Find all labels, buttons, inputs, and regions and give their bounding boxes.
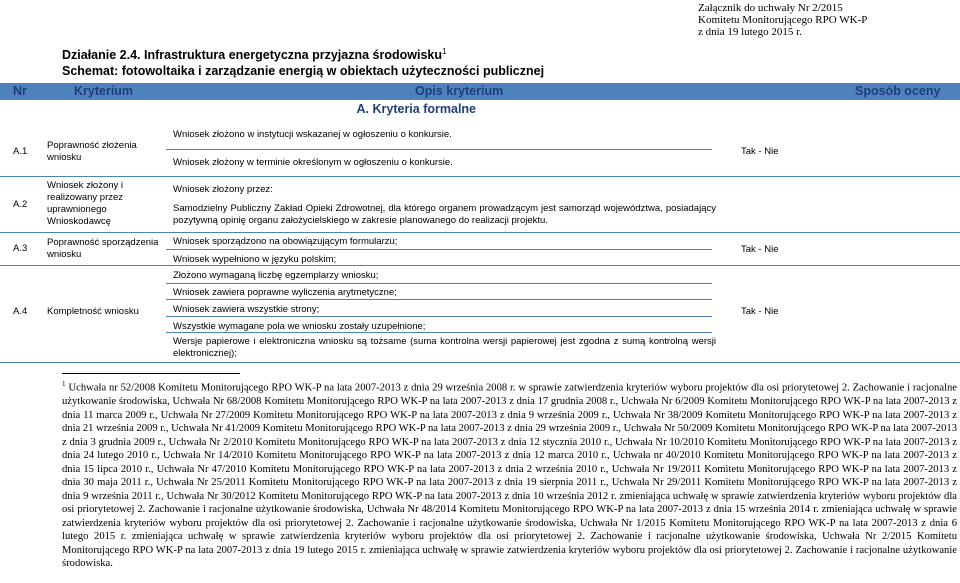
row-a1-item-2: Wniosek złożony w terminie określonym w ogłoszeniu o konkursie. bbox=[173, 157, 453, 168]
row-a2-nr: A.2 bbox=[13, 199, 28, 210]
header-line-2: Komitetu Monitorującego RPO WK-P bbox=[698, 14, 868, 26]
row-a4-criterion: Kompletność wniosku bbox=[47, 306, 139, 317]
row-a2-item-2: Samodzielny Publiczny Zakład Opieki Zdrowotnej, dla którego organem prowadzącym jest samorząd województwa, posiadający pozytywną opinię organu założycielskiego w zakresie planowanego do realizacji projektu. bbox=[173, 203, 716, 226]
row-a4-ocena: Tak - Nie bbox=[741, 306, 779, 317]
divider bbox=[166, 332, 712, 333]
divider bbox=[0, 232, 960, 233]
column-header-sposob: Sposób oceny bbox=[855, 84, 941, 98]
row-a4-item-5: Wersje papierowe i elektroniczna wniosku są tożsame (suma kontrolna wersji papierowej jest zgodna z sumą kontrolną wersji elektronicznej); bbox=[173, 336, 716, 359]
header-line-1: Załącznik do uchwały Nr 2/2015 bbox=[698, 2, 843, 14]
divider bbox=[166, 283, 712, 284]
column-header-kryterium: Kryterium bbox=[74, 84, 134, 98]
row-a4-item-2: Wniosek zawiera poprawne wyliczenia arytmetyczne; bbox=[173, 287, 397, 298]
row-a4-nr: A.4 bbox=[13, 306, 28, 317]
row-a1-nr: A.1 bbox=[13, 146, 28, 157]
column-header-nr: Nr bbox=[13, 84, 27, 98]
section-heading bbox=[0, 100, 960, 116]
divider bbox=[0, 362, 960, 363]
title-text: Działanie 2.4. Infrastruktura energetyczna przyjazna środowisku bbox=[62, 48, 442, 63]
row-a2-criterion: Wniosek złożony i realizowany przez uprawnionego Wnioskodawcę bbox=[47, 180, 124, 227]
row-a3-nr: A.3 bbox=[13, 243, 28, 254]
document-subtitle: Schemat: fotowoltaika i zarządzanie energią w obiektach użyteczności publicznej bbox=[62, 64, 545, 78]
row-a3-criterion: Poprawność sporządzenia wniosku bbox=[47, 237, 159, 260]
row-a2-item-1: Wniosek złożony przez: bbox=[173, 184, 273, 195]
attachment-header bbox=[698, 2, 867, 38]
divider bbox=[166, 299, 712, 300]
divider bbox=[0, 265, 960, 266]
footnote bbox=[62, 378, 957, 571]
divider bbox=[166, 249, 712, 250]
title-footnote-ref: 1 bbox=[442, 47, 447, 56]
row-a3-item-2: Wniosek wypełniono w języku polskim; bbox=[173, 254, 337, 265]
row-a1-criterion: Poprawność złożenia wniosku bbox=[47, 140, 137, 163]
table-header-row bbox=[0, 83, 960, 100]
row-a3-item-1: Wniosek sporządzono na obowiązującym formularzu; bbox=[173, 236, 398, 247]
row-a4-item-1: Złożono wymaganą liczbę egzemplarzy wniosku; bbox=[173, 270, 379, 281]
footnote-ref: 1 bbox=[62, 380, 66, 388]
section-title: A. Kryteria formalne bbox=[356, 102, 476, 116]
divider bbox=[0, 176, 960, 177]
divider bbox=[166, 316, 712, 317]
footnote-separator bbox=[62, 373, 240, 374]
row-a3-ocena: Tak - Nie bbox=[741, 244, 779, 255]
row-a1-item-1: Wniosek złożono w instytucji wskazanej w ogłoszeniu o konkursie. bbox=[173, 129, 452, 140]
row-a1-ocena: Tak - Nie bbox=[741, 146, 779, 157]
footnote-text: Uchwała nr 52/2008 Komitetu Monitorującego RPO WK-P na lata 2007-2013 z dnia 29 września 2008 r. w sprawie zatwierdzenia kryteriów wyboru projektów dla osi priorytetowej 2. Zachowanie i racjonalne użytkowanie środowiska, Uchwała Nr 68/2008 Komitetu Monitorującego RPO WK-P na lata 2007-2013 z dnia 17 grudnia 2008 r., Uchwała Nr 6/2009 Komitetu Monitorującego RPO WK-P na lata 2007-2013 z dnia 11 marca 2009 r., Uchwała Nr 27/2009 Komitetu Monitorującego RPO WK-P na lata 2007-2013 z dnia 9 września 2009 r., Uchwała Nr 38/2009 Komitetu Monitorującego RPO WK-P na lata 2007-2013 z dnia 21 września 2009 r., Uchwała Nr 41/2009 Komitetu Monitorującego RPO WK-P na lata 2007-2013 z dnia 29 września 2009 r., Uchwała Nr 50/2009 Komitetu Monitorującego RPO WK-P na lata 2007-2013 z dnia 3 grudnia 2009 r., Uchwała Nr 2/2010 Komitetu Monitorującego RPO WK-P na lata 2007-2013 z dnia 12 stycznia 2010 r., Uchwała Nr 10/2010 Komitetu Monitorującego RPO WK-P na lata 2007-2013 z dnia 24 lutego 2010 r., Uchwała Nr 14/2010 Komitetu Monitorującego RPO WK-P na lata 2007-2013 z dnia 12 marca 2010 r., Uchwała nr 40/2010 Komitetu Monitorującego RPO WK-P na lata 2007-2013 z dnia 15 lipca 2010 r., Uchwała Nr 47/2010 Komitetu Monitorującego RPO WK-P na lata 2007-2013 z dnia 2 września 2010 r., Uchwała Nr 19/2011 Komitetu Monitorującego RPO WK-P na lata 2007-2013 z dnia 30 maja 2011 r., Uchwała Nr 25/2011 Komitetu Monitorującego RPO WK-P na lata 2007-2013 z dnia 19 sierpnia 2011 r., Uchwała Nr 29/2011 Komitetu Monitorującego RPO WK-P na lata 2007-2013 z dnia 9 września 2011 r., Uchwała Nr 30/2012 Komitetu Monitorującego RPO WK-P na lata 2007-2013 z dnia 10 września 2012 r. zmieniająca uchwałę w sprawie zatwierdzenia kryteriów wyboru projektów dla osi priorytetowej 2. Zachowanie i racjonalne użytkowanie środowiska, Uchwała Nr 48/2014 Komitetu Monitorującego RPO WK-P na lata 2007-2013 z dnia 15 września 2014 r. zmieniająca uchwałę w sprawie zatwierdzenia kryteriów wyboru projektów dla osi priorytetowej 2. Zachowanie i racjonalne użytkowanie środowiska, Uchwała Nr 1/2015 Komitetu Monitorującego RPO WK-P na lata 2007-2013 z dnia 6 lutego 2015 r. zmieniająca uchwałę w sprawie zatwierdzenia kryteriów wyboru projektów dla osi priorytetowej 2. Zachowanie i racjonalne użytkowanie środowiska, Uchwała Nr 2/2015 Komitetu Monitorującego RPO WK-P na lata 2007-2013 z dnia 19 lutego 2015 r. zmieniająca uchwałę w sprawie zatwierdzenia kryteriów wyboru projektów dla osi priorytetowej 2. Zachowanie i racjonalne użytkowanie środowiska. bbox=[62, 382, 957, 570]
document-title bbox=[62, 44, 446, 63]
divider bbox=[166, 149, 712, 150]
row-a4-item-4: Wszystkie wymagane pola we wniosku zostały uzupełnione; bbox=[173, 321, 426, 332]
row-a4-item-3: Wniosek zawiera wszystkie strony; bbox=[173, 304, 320, 315]
header-line-3: z dnia 19 lutego 2015 r. bbox=[698, 26, 802, 38]
column-header-opis: Opis kryterium bbox=[415, 84, 504, 98]
